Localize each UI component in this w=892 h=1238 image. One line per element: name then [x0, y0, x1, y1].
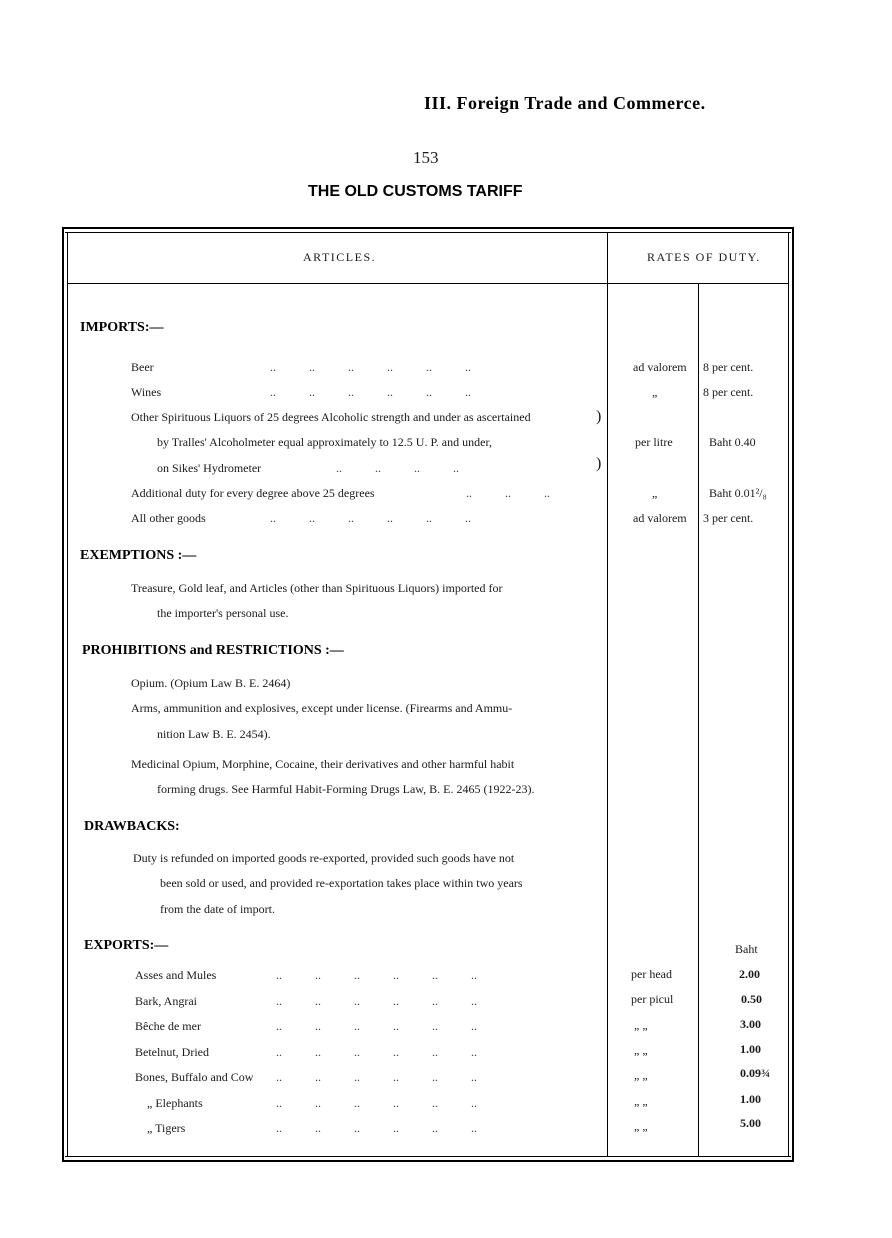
- column-header-rates: RATES OF DUTY.: [647, 250, 761, 264]
- imports-heading: IMPORTS:—: [80, 320, 164, 335]
- drawbacks-text-line: from the date of import.: [160, 902, 275, 916]
- exports-heading: EXPORTS:—: [84, 938, 169, 953]
- drawbacks-heading: DRAWBACKS:: [84, 819, 180, 834]
- exemptions-text-line: the importer's personal use.: [157, 606, 289, 620]
- column-header-articles: ARTICLES.: [303, 250, 377, 264]
- page-title: THE OLD CUSTOMS TARIFF: [308, 183, 523, 200]
- prohibition-item: Opium. (Opium Law B. E. 2464): [131, 676, 291, 690]
- prohibition-item: Medicinal Opium, Morphine, Cocaine, their derivatives and other harmful habit: [131, 757, 515, 771]
- exemptions-heading: EXEMPTIONS :—: [80, 548, 197, 563]
- exports-unit: Baht: [735, 942, 758, 956]
- prohibition-item: nition Law B. E. 2454).: [157, 727, 271, 741]
- page-number: 153: [413, 148, 439, 167]
- prohibition-item: forming drugs. See Harmful Habit-Forming Drugs Law, B. E. 2465 (1922-23).: [157, 782, 535, 796]
- drawbacks-text-line: been sold or used, and provided re-exportation takes place within two years: [160, 876, 523, 890]
- drawbacks-text-line: Duty is refunded on imported goods re-exported, provided such goods have not: [133, 851, 515, 865]
- prohibitions-heading: PROHIBITIONS and RESTRICTIONS :—: [82, 643, 344, 658]
- exemptions-text-line: Treasure, Gold leaf, and Articles (other than Spirituous Liquors) imported for: [131, 581, 503, 595]
- prohibition-item: Arms, ammunition and explosives, except under license. (Firearms and Ammu-: [131, 701, 513, 715]
- chapter-heading: III. Foreign Trade and Commerce.: [424, 93, 706, 113]
